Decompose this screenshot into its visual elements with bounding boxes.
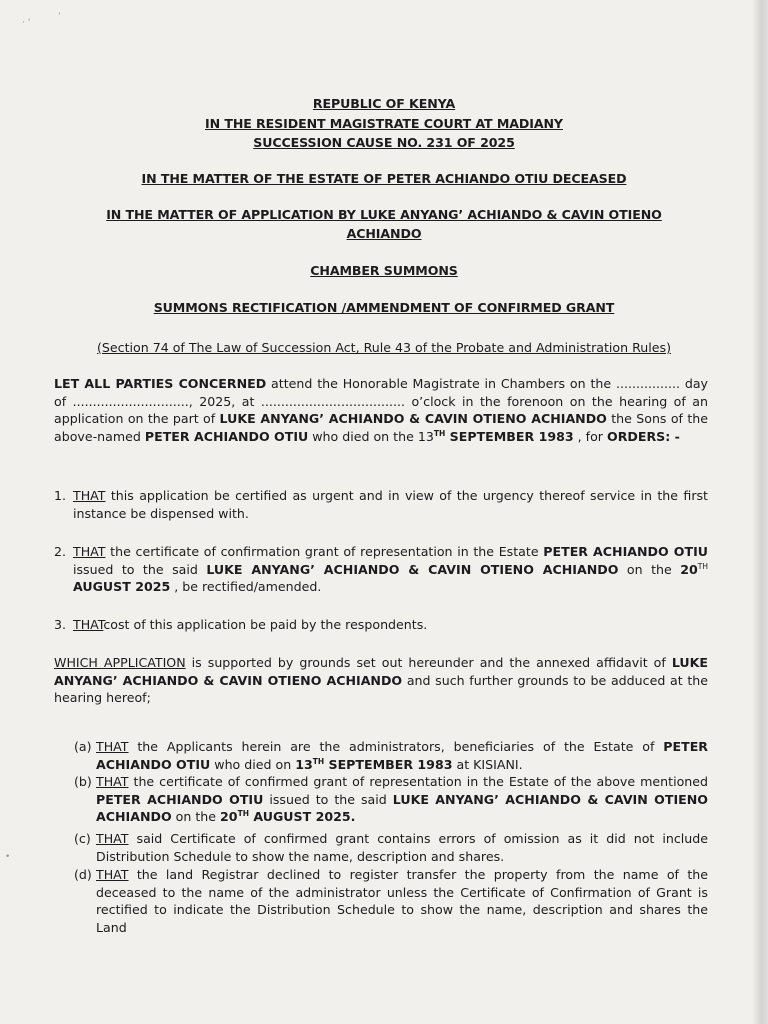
order-superscript: TH bbox=[697, 561, 708, 571]
scan-speck: • bbox=[5, 852, 11, 862]
order-text: this application be certified as urgent and in view of the urgency thereof service in the first instance be dispensed with. bbox=[73, 488, 708, 521]
intro-text: attend the Honorable Magistrate in Chambers on the ................ day of ............................., 2025, at .................................... o’clock in the forenoon on the hearing of an application on the part of bbox=[54, 376, 708, 426]
ground-letter: (a) bbox=[74, 739, 92, 754]
ground-deceased-name: PETER ACHIANDO OTIU bbox=[96, 791, 264, 807]
ground-text: the land Registrar declined to register transfer the property from the name of the deceased to the name of the administrator unless the Certificate of Confirmation of Grant is rectified to indicate the Distribution Schedule to show the name, description and shares the Land bbox=[96, 867, 708, 935]
order-text: on the bbox=[618, 561, 681, 577]
intro-text: , for bbox=[573, 428, 607, 444]
ground-superscript: TH bbox=[312, 756, 325, 766]
which-lead: WHICH APPLICATION bbox=[54, 655, 186, 670]
ground-that: THAT bbox=[96, 774, 129, 789]
order-number: 2. bbox=[54, 544, 67, 559]
order-number: 3. bbox=[54, 617, 67, 632]
ground-text: the Applicants herein are the administrators, beneficiaries of the Estate of bbox=[128, 739, 664, 754]
order-that: THAT bbox=[73, 488, 106, 503]
order-that: THAT bbox=[73, 617, 104, 632]
order-day: 20 bbox=[680, 561, 698, 577]
ground-text: said Certificate of confirmed grant contains errors of omission as it did not include Distribution Schedule to show the name, description and shares. bbox=[96, 831, 708, 864]
summons-title-heading: SUMMONS RECTIFICATION /AMMENDMENT OF CONFIRMED GRANT bbox=[153, 300, 615, 315]
order-applicants: LUKE ANYANG’ ACHIANDO & CAVIN OTIENO ACHIANDO bbox=[206, 561, 619, 577]
ground-date: SEPTEMBER 1983 bbox=[324, 756, 453, 772]
chamber-summons-heading: CHAMBER SUMMONS bbox=[310, 263, 458, 278]
scan-speck: ’ bbox=[58, 12, 61, 22]
ground-date: AUGUST 2025. bbox=[248, 809, 356, 824]
matter-application-heading: IN THE MATTER OF APPLICATION BY LUKE ANYANG’ ACHIANDO & CAVIN OTIENO bbox=[106, 207, 662, 222]
ground-that: THAT bbox=[96, 831, 129, 846]
intro-text: the Sons of the above-named bbox=[54, 411, 708, 444]
intro-deceased-name: PETER ACHIANDO OTIU bbox=[144, 428, 309, 444]
ground-deceased-name: PETER ACHIANDO OTIU bbox=[96, 739, 708, 772]
header-republic: REPUBLIC OF KENYA bbox=[312, 96, 456, 111]
order-number: 1. bbox=[54, 488, 67, 503]
order-deceased-name: PETER ACHIANDO OTIU bbox=[543, 544, 708, 559]
which-text: and such further grounds to be adduced at the hearing hereof; bbox=[54, 672, 708, 705]
ground-letter: (c) bbox=[74, 831, 91, 846]
header-court: IN THE RESIDENT MAGISTRATE COURT AT MADIANY bbox=[205, 116, 563, 131]
which-application-paragraph bbox=[54, 654, 708, 707]
matter-estate-heading: IN THE MATTER OF THE ESTATE OF PETER ACHIANDO OTIU DECEASED bbox=[141, 171, 627, 186]
order-text: , be rectified/amended. bbox=[170, 579, 322, 594]
intro-orders: ORDERS: - bbox=[606, 428, 680, 444]
intro-death-date: SEPTEMBER 1983 bbox=[445, 428, 574, 444]
order-text: the certificate of confirmation grant of representation in the Estate bbox=[105, 544, 544, 559]
ground-that: THAT bbox=[96, 739, 129, 754]
ground-letter: (b) bbox=[74, 774, 92, 789]
ground-day: 20 bbox=[220, 809, 238, 824]
order-date: AUGUST 2025 bbox=[73, 579, 171, 594]
ground-text: on the bbox=[171, 809, 221, 824]
ground-superscript: TH bbox=[237, 809, 249, 818]
order-that: THAT bbox=[73, 544, 106, 559]
which-text: is supported by grounds set out hereunder and the annexed affidavit of bbox=[185, 655, 672, 670]
ground-text: who died on bbox=[210, 756, 296, 772]
ground-text: issued to the said bbox=[263, 791, 393, 807]
ground-that: THAT bbox=[96, 867, 129, 882]
intro-text: who died on the 13 bbox=[308, 428, 434, 444]
which-applicants: LUKE ANYANG’ ACHIANDO & CAVIN OTIENO ACHIANDO bbox=[54, 655, 709, 688]
ground-day: 13 bbox=[295, 756, 313, 772]
ground-text: the certificate of confirmed grant of representation in the Estate of the above mentioned bbox=[128, 774, 708, 789]
intro-applicants: LUKE ANYANG’ ACHIANDO & CAVIN OTIENO ACHIANDO bbox=[219, 411, 607, 426]
statute-reference: (Section 74 of The Law of Succession Act, Rule 43 of the Probate and Administration Rules) bbox=[96, 340, 671, 355]
intro-lead: LET ALL PARTIES CONCERNED bbox=[54, 376, 267, 391]
header-cause-number: SUCCESSION CAUSE NO. 231 OF 2025 bbox=[253, 135, 515, 150]
order-text: issued to the said bbox=[73, 561, 207, 577]
ground-applicants: LUKE ANYANG’ ACHIANDO & CAVIN OTIENO ACHIANDO bbox=[96, 791, 708, 824]
order-text: cost of this application be paid by the respondents. bbox=[103, 617, 428, 632]
intro-superscript: TH bbox=[433, 428, 446, 438]
ground-text: at KISIANI. bbox=[452, 756, 523, 772]
scan-speck: · ‘ bbox=[22, 18, 31, 28]
matter-application-heading-cont: ACHIANDO bbox=[346, 226, 422, 241]
ground-letter: (d) bbox=[74, 867, 92, 882]
intro-paragraph bbox=[54, 375, 708, 445]
page-edge-shadow bbox=[752, 0, 768, 1024]
